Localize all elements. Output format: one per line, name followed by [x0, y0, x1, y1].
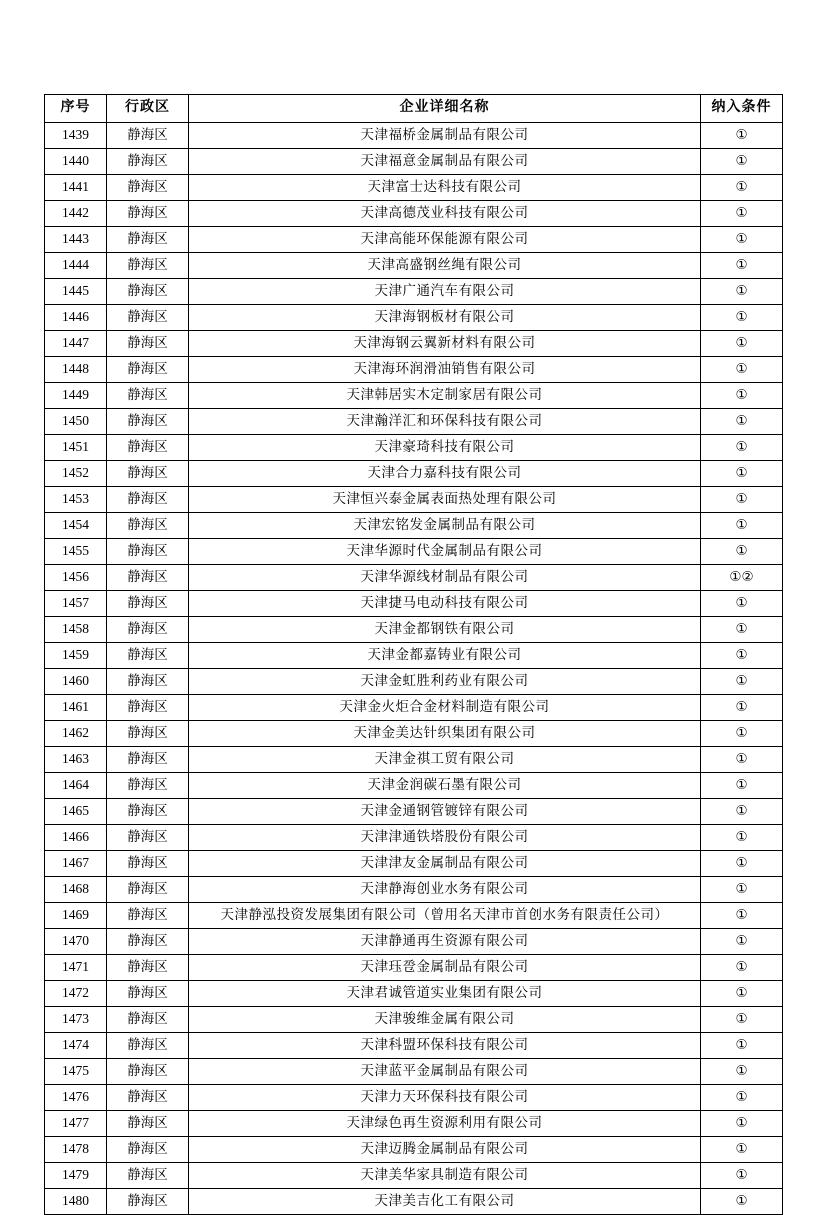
cell-index: 1466	[45, 825, 107, 851]
cell-district: 静海区	[107, 123, 189, 149]
cell-condition: ①	[701, 695, 783, 721]
table-row	[45, 669, 783, 695]
cell-district: 静海区	[107, 773, 189, 799]
cell-index: 1474	[45, 1033, 107, 1059]
cell-index: 1469	[45, 903, 107, 929]
cell-index: 1445	[45, 279, 107, 305]
cell-enterprise-name: 天津津友金属制品有限公司	[189, 851, 701, 877]
cell-index: 1462	[45, 721, 107, 747]
table-row	[45, 1111, 783, 1137]
cell-index: 1471	[45, 955, 107, 981]
cell-index: 1456	[45, 565, 107, 591]
cell-condition: ①	[701, 773, 783, 799]
cell-condition: ①	[701, 461, 783, 487]
cell-enterprise-name: 天津美吉化工有限公司	[189, 1189, 701, 1215]
table-row	[45, 1163, 783, 1189]
cell-index: 1452	[45, 461, 107, 487]
cell-index: 1464	[45, 773, 107, 799]
cell-enterprise-name: 天津金都钢铁有限公司	[189, 617, 701, 643]
cell-district: 静海区	[107, 1059, 189, 1085]
cell-enterprise-name: 天津金都嘉铸业有限公司	[189, 643, 701, 669]
cell-condition: ①	[701, 903, 783, 929]
table-row	[45, 1007, 783, 1033]
cell-district: 静海区	[107, 695, 189, 721]
cell-index: 1467	[45, 851, 107, 877]
table-row	[45, 799, 783, 825]
cell-index: 1442	[45, 201, 107, 227]
cell-index: 1478	[45, 1137, 107, 1163]
cell-condition: ①	[701, 929, 783, 955]
cell-district: 静海区	[107, 955, 189, 981]
cell-index: 1479	[45, 1163, 107, 1189]
table-row	[45, 201, 783, 227]
table-row	[45, 513, 783, 539]
cell-index: 1476	[45, 1085, 107, 1111]
cell-condition: ①	[701, 1189, 783, 1215]
cell-district: 静海区	[107, 435, 189, 461]
cell-district: 静海区	[107, 227, 189, 253]
cell-district: 静海区	[107, 877, 189, 903]
cell-enterprise-name: 天津力天环保科技有限公司	[189, 1085, 701, 1111]
table-row	[45, 695, 783, 721]
cell-district: 静海区	[107, 981, 189, 1007]
cell-district: 静海区	[107, 279, 189, 305]
cell-condition: ①	[701, 721, 783, 747]
cell-enterprise-name: 天津海钢云翼新材料有限公司	[189, 331, 701, 357]
table-row	[45, 643, 783, 669]
column-header-index: 序号	[45, 95, 107, 123]
cell-enterprise-name: 天津静海创业水务有限公司	[189, 877, 701, 903]
cell-district: 静海区	[107, 487, 189, 513]
cell-district: 静海区	[107, 409, 189, 435]
cell-district: 静海区	[107, 617, 189, 643]
table-row	[45, 383, 783, 409]
cell-district: 静海区	[107, 929, 189, 955]
cell-index: 1457	[45, 591, 107, 617]
cell-enterprise-name: 天津迈腾金属制品有限公司	[189, 1137, 701, 1163]
cell-condition: ①	[701, 201, 783, 227]
table-row	[45, 565, 783, 591]
cell-index: 1472	[45, 981, 107, 1007]
table-row	[45, 539, 783, 565]
cell-enterprise-name: 天津广通汽车有限公司	[189, 279, 701, 305]
cell-district: 静海区	[107, 799, 189, 825]
cell-condition: ①	[701, 643, 783, 669]
cell-condition: ①	[701, 1033, 783, 1059]
cell-district: 静海区	[107, 331, 189, 357]
cell-condition: ①	[701, 825, 783, 851]
cell-enterprise-name: 天津珏卺金属制品有限公司	[189, 955, 701, 981]
cell-enterprise-name: 天津华源时代金属制品有限公司	[189, 539, 701, 565]
cell-district: 静海区	[107, 461, 189, 487]
cell-condition: ①	[701, 513, 783, 539]
cell-district: 静海区	[107, 591, 189, 617]
cell-index: 1454	[45, 513, 107, 539]
table-header-row	[45, 95, 783, 123]
cell-enterprise-name: 天津捷马电动科技有限公司	[189, 591, 701, 617]
cell-condition: ①	[701, 123, 783, 149]
cell-enterprise-name: 天津高盛钢丝绳有限公司	[189, 253, 701, 279]
cell-enterprise-name: 天津高德茂业科技有限公司	[189, 201, 701, 227]
cell-index: 1470	[45, 929, 107, 955]
cell-index: 1449	[45, 383, 107, 409]
table-row	[45, 409, 783, 435]
cell-district: 静海区	[107, 669, 189, 695]
cell-condition: ①	[701, 409, 783, 435]
cell-condition: ①	[701, 1059, 783, 1085]
column-header-district: 行政区	[107, 95, 189, 123]
table-header	[45, 95, 783, 123]
cell-index: 1448	[45, 357, 107, 383]
table-row	[45, 825, 783, 851]
table-row	[45, 981, 783, 1007]
cell-condition: ①	[701, 357, 783, 383]
table-row	[45, 955, 783, 981]
cell-condition: ①	[701, 799, 783, 825]
cell-district: 静海区	[107, 357, 189, 383]
cell-condition: ①	[701, 305, 783, 331]
table-row	[45, 123, 783, 149]
cell-district: 静海区	[107, 903, 189, 929]
cell-index: 1468	[45, 877, 107, 903]
cell-district: 静海区	[107, 1085, 189, 1111]
cell-enterprise-name: 天津福意金属制品有限公司	[189, 149, 701, 175]
table-row	[45, 305, 783, 331]
table-row	[45, 253, 783, 279]
table-body	[45, 123, 783, 1215]
cell-enterprise-name: 天津静泓投资发展集团有限公司（曾用名天津市首创水务有限责任公司）	[189, 903, 701, 929]
cell-index: 1460	[45, 669, 107, 695]
cell-district: 静海区	[107, 1137, 189, 1163]
table-row	[45, 929, 783, 955]
cell-condition: ①	[701, 877, 783, 903]
cell-enterprise-name: 天津静通再生资源有限公司	[189, 929, 701, 955]
table-row	[45, 435, 783, 461]
cell-enterprise-name: 天津金虹胜利药业有限公司	[189, 669, 701, 695]
cell-index: 1461	[45, 695, 107, 721]
cell-district: 静海区	[107, 851, 189, 877]
cell-enterprise-name: 天津海环润滑油销售有限公司	[189, 357, 701, 383]
table-row	[45, 175, 783, 201]
table-row	[45, 617, 783, 643]
cell-condition: ①	[701, 253, 783, 279]
cell-condition: ①	[701, 1163, 783, 1189]
cell-condition: ①	[701, 227, 783, 253]
table-row	[45, 357, 783, 383]
cell-enterprise-name: 天津金美达针织集团有限公司	[189, 721, 701, 747]
table-row	[45, 747, 783, 773]
cell-district: 静海区	[107, 1189, 189, 1215]
cell-index: 1480	[45, 1189, 107, 1215]
table-row	[45, 279, 783, 305]
cell-index: 1439	[45, 123, 107, 149]
cell-enterprise-name: 天津恒兴泰金属表面热处理有限公司	[189, 487, 701, 513]
cell-condition: ①	[701, 279, 783, 305]
cell-enterprise-name: 天津君诚管道实业集团有限公司	[189, 981, 701, 1007]
cell-enterprise-name: 天津韩居实木定制家居有限公司	[189, 383, 701, 409]
cell-enterprise-name: 天津津通铁塔股份有限公司	[189, 825, 701, 851]
column-header-condition: 纳入条件	[701, 95, 783, 123]
cell-district: 静海区	[107, 1163, 189, 1189]
table-row	[45, 149, 783, 175]
cell-index: 1441	[45, 175, 107, 201]
cell-enterprise-name: 天津美华家具制造有限公司	[189, 1163, 701, 1189]
cell-district: 静海区	[107, 513, 189, 539]
cell-enterprise-name: 天津金火炬合金材料制造有限公司	[189, 695, 701, 721]
cell-district: 静海区	[107, 539, 189, 565]
cell-district: 静海区	[107, 1111, 189, 1137]
cell-enterprise-name: 天津金通钢管镀锌有限公司	[189, 799, 701, 825]
cell-condition: ①	[701, 851, 783, 877]
cell-condition: ①	[701, 1085, 783, 1111]
cell-district: 静海区	[107, 747, 189, 773]
cell-district: 静海区	[107, 565, 189, 591]
table-row	[45, 851, 783, 877]
table-row	[45, 487, 783, 513]
cell-district: 静海区	[107, 1007, 189, 1033]
cell-enterprise-name: 天津蓝平金属制品有限公司	[189, 1059, 701, 1085]
cell-enterprise-name: 天津骏维金属有限公司	[189, 1007, 701, 1033]
cell-index: 1443	[45, 227, 107, 253]
cell-condition: ①	[701, 331, 783, 357]
cell-condition: ①	[701, 747, 783, 773]
cell-condition: ①	[701, 383, 783, 409]
cell-enterprise-name: 天津金润碳石墨有限公司	[189, 773, 701, 799]
table-row	[45, 227, 783, 253]
cell-enterprise-name: 天津高能环保能源有限公司	[189, 227, 701, 253]
cell-condition: ①	[701, 149, 783, 175]
cell-enterprise-name: 天津华源线材制品有限公司	[189, 565, 701, 591]
cell-index: 1475	[45, 1059, 107, 1085]
cell-condition: ①②	[701, 565, 783, 591]
cell-enterprise-name: 天津福桥金属制品有限公司	[189, 123, 701, 149]
table-row	[45, 721, 783, 747]
cell-index: 1453	[45, 487, 107, 513]
table-row	[45, 1033, 783, 1059]
cell-district: 静海区	[107, 1033, 189, 1059]
cell-enterprise-name: 天津海钢板材有限公司	[189, 305, 701, 331]
table-row	[45, 331, 783, 357]
cell-district: 静海区	[107, 175, 189, 201]
cell-index: 1465	[45, 799, 107, 825]
cell-condition: ①	[701, 981, 783, 1007]
cell-condition: ①	[701, 1007, 783, 1033]
cell-enterprise-name: 天津科盟环保科技有限公司	[189, 1033, 701, 1059]
cell-index: 1440	[45, 149, 107, 175]
cell-condition: ①	[701, 435, 783, 461]
table-row	[45, 773, 783, 799]
cell-enterprise-name: 天津富士达科技有限公司	[189, 175, 701, 201]
cell-condition: ①	[701, 617, 783, 643]
table-row	[45, 591, 783, 617]
cell-district: 静海区	[107, 201, 189, 227]
cell-enterprise-name: 天津瀚洋汇和环保科技有限公司	[189, 409, 701, 435]
cell-index: 1473	[45, 1007, 107, 1033]
cell-index: 1477	[45, 1111, 107, 1137]
cell-district: 静海区	[107, 253, 189, 279]
cell-index: 1458	[45, 617, 107, 643]
cell-district: 静海区	[107, 305, 189, 331]
table-row	[45, 1085, 783, 1111]
cell-index: 1451	[45, 435, 107, 461]
cell-enterprise-name: 天津金祺工贸有限公司	[189, 747, 701, 773]
cell-district: 静海区	[107, 825, 189, 851]
cell-condition: ①	[701, 539, 783, 565]
cell-condition: ①	[701, 487, 783, 513]
cell-district: 静海区	[107, 383, 189, 409]
cell-condition: ①	[701, 175, 783, 201]
cell-condition: ①	[701, 1111, 783, 1137]
cell-condition: ①	[701, 669, 783, 695]
table-row	[45, 877, 783, 903]
cell-condition: ①	[701, 591, 783, 617]
cell-condition: ①	[701, 1137, 783, 1163]
cell-enterprise-name: 天津豪琦科技有限公司	[189, 435, 701, 461]
column-header-name: 企业详细名称	[189, 95, 701, 123]
cell-enterprise-name: 天津合力嘉科技有限公司	[189, 461, 701, 487]
cell-index: 1459	[45, 643, 107, 669]
cell-index: 1463	[45, 747, 107, 773]
table-row	[45, 1189, 783, 1215]
enterprise-table	[44, 94, 783, 1215]
table-row	[45, 1059, 783, 1085]
cell-condition: ①	[701, 955, 783, 981]
cell-district: 静海区	[107, 721, 189, 747]
cell-index: 1447	[45, 331, 107, 357]
table-row	[45, 461, 783, 487]
table-row	[45, 903, 783, 929]
cell-enterprise-name: 天津绿色再生资源利用有限公司	[189, 1111, 701, 1137]
cell-district: 静海区	[107, 149, 189, 175]
cell-index: 1444	[45, 253, 107, 279]
table-row	[45, 1137, 783, 1163]
cell-district: 静海区	[107, 643, 189, 669]
cell-index: 1450	[45, 409, 107, 435]
cell-index: 1446	[45, 305, 107, 331]
cell-enterprise-name: 天津宏铭发金属制品有限公司	[189, 513, 701, 539]
cell-index: 1455	[45, 539, 107, 565]
